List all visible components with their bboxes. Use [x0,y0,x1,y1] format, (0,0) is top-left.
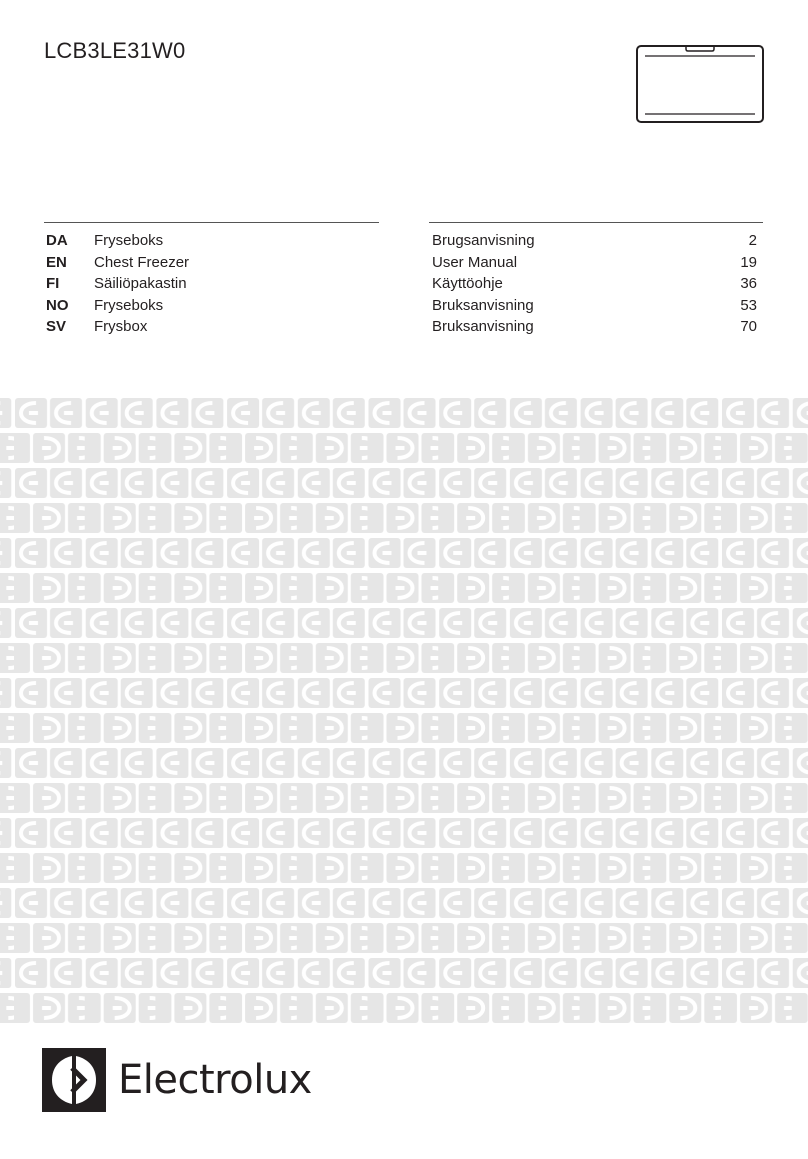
language-row-fi [44,273,763,295]
language-code: SV [46,318,67,335]
electrolux-logo-icon [42,1048,106,1112]
product-name: Fryseboks [94,296,164,314]
language-table [44,230,763,338]
logo-pattern-background [0,395,808,1025]
language-row-no [44,295,763,317]
page-number: 36 [740,275,757,292]
brand-logo [42,1048,322,1114]
language-code: DA [46,232,68,249]
divider-right [429,222,763,223]
language-code: FI [46,275,60,292]
manual-title: Bruksanvisning [432,318,534,335]
manual-title: User Manual [432,253,518,271]
page-number: 19 [740,253,757,271]
manual-title: Käyttöohje [432,275,503,292]
product-name: Fryseboks [94,232,164,249]
page-number: 2 [748,232,757,249]
language-row-en [44,252,763,274]
manual-title: Brugsanvisning [432,232,535,249]
product-name: Frysbox [94,318,148,335]
language-code: NO [46,296,69,314]
model-number: LCB3LE31W0 [44,38,186,63]
brand-name: Electrolux [118,1057,312,1103]
language-code: EN [46,253,67,271]
language-row-sv [44,316,763,338]
product-name: Säiliöpakastin [94,275,187,292]
page-number: 70 [740,318,757,335]
chest-freezer-icon [636,44,764,124]
language-row-da [44,230,763,252]
product-name: Chest Freezer [94,253,190,271]
page-number: 53 [740,296,757,314]
divider-left [44,222,379,223]
manual-title: Bruksanvisning [432,296,534,314]
